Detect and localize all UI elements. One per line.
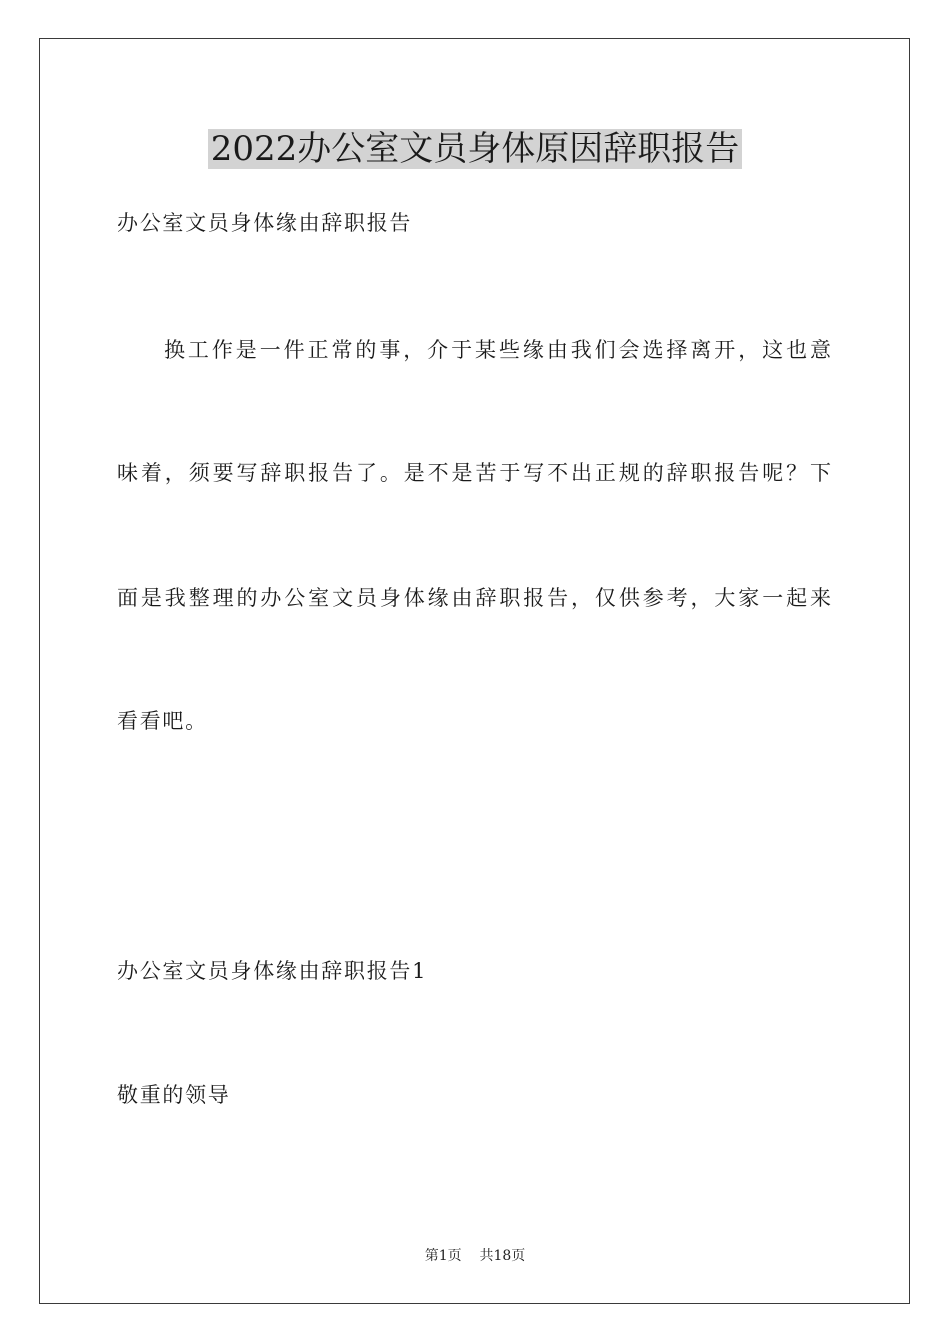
section-heading: 办公室文员身体缘由辞职报告1: [117, 959, 428, 983]
salutation: 敬重的领导: [117, 1083, 231, 1107]
page-footer: [0, 1246, 950, 1266]
intro-line-1: 换工作是一件正常的事，介于某些缘由我们会选择离开，这也意: [164, 338, 831, 362]
intro-line-3: 面是我整理的办公室文员身体缘由辞职报告，仅供参考，大家一起来: [117, 586, 831, 610]
document-title: [0, 124, 950, 174]
page-total: 共18页: [479, 1248, 526, 1264]
intro-line-4: 看看吧。: [117, 709, 208, 733]
document-title-text: 2022办公室文员身体原因辞职报告: [208, 129, 743, 169]
page-number: 第1页: [424, 1248, 462, 1264]
document-subtitle: 办公室文员身体缘由辞职报告: [117, 211, 413, 235]
intro-line-2: 味着，须要写辞职报告了。是不是苦于写不出正规的辞职报告呢？下: [117, 461, 831, 485]
